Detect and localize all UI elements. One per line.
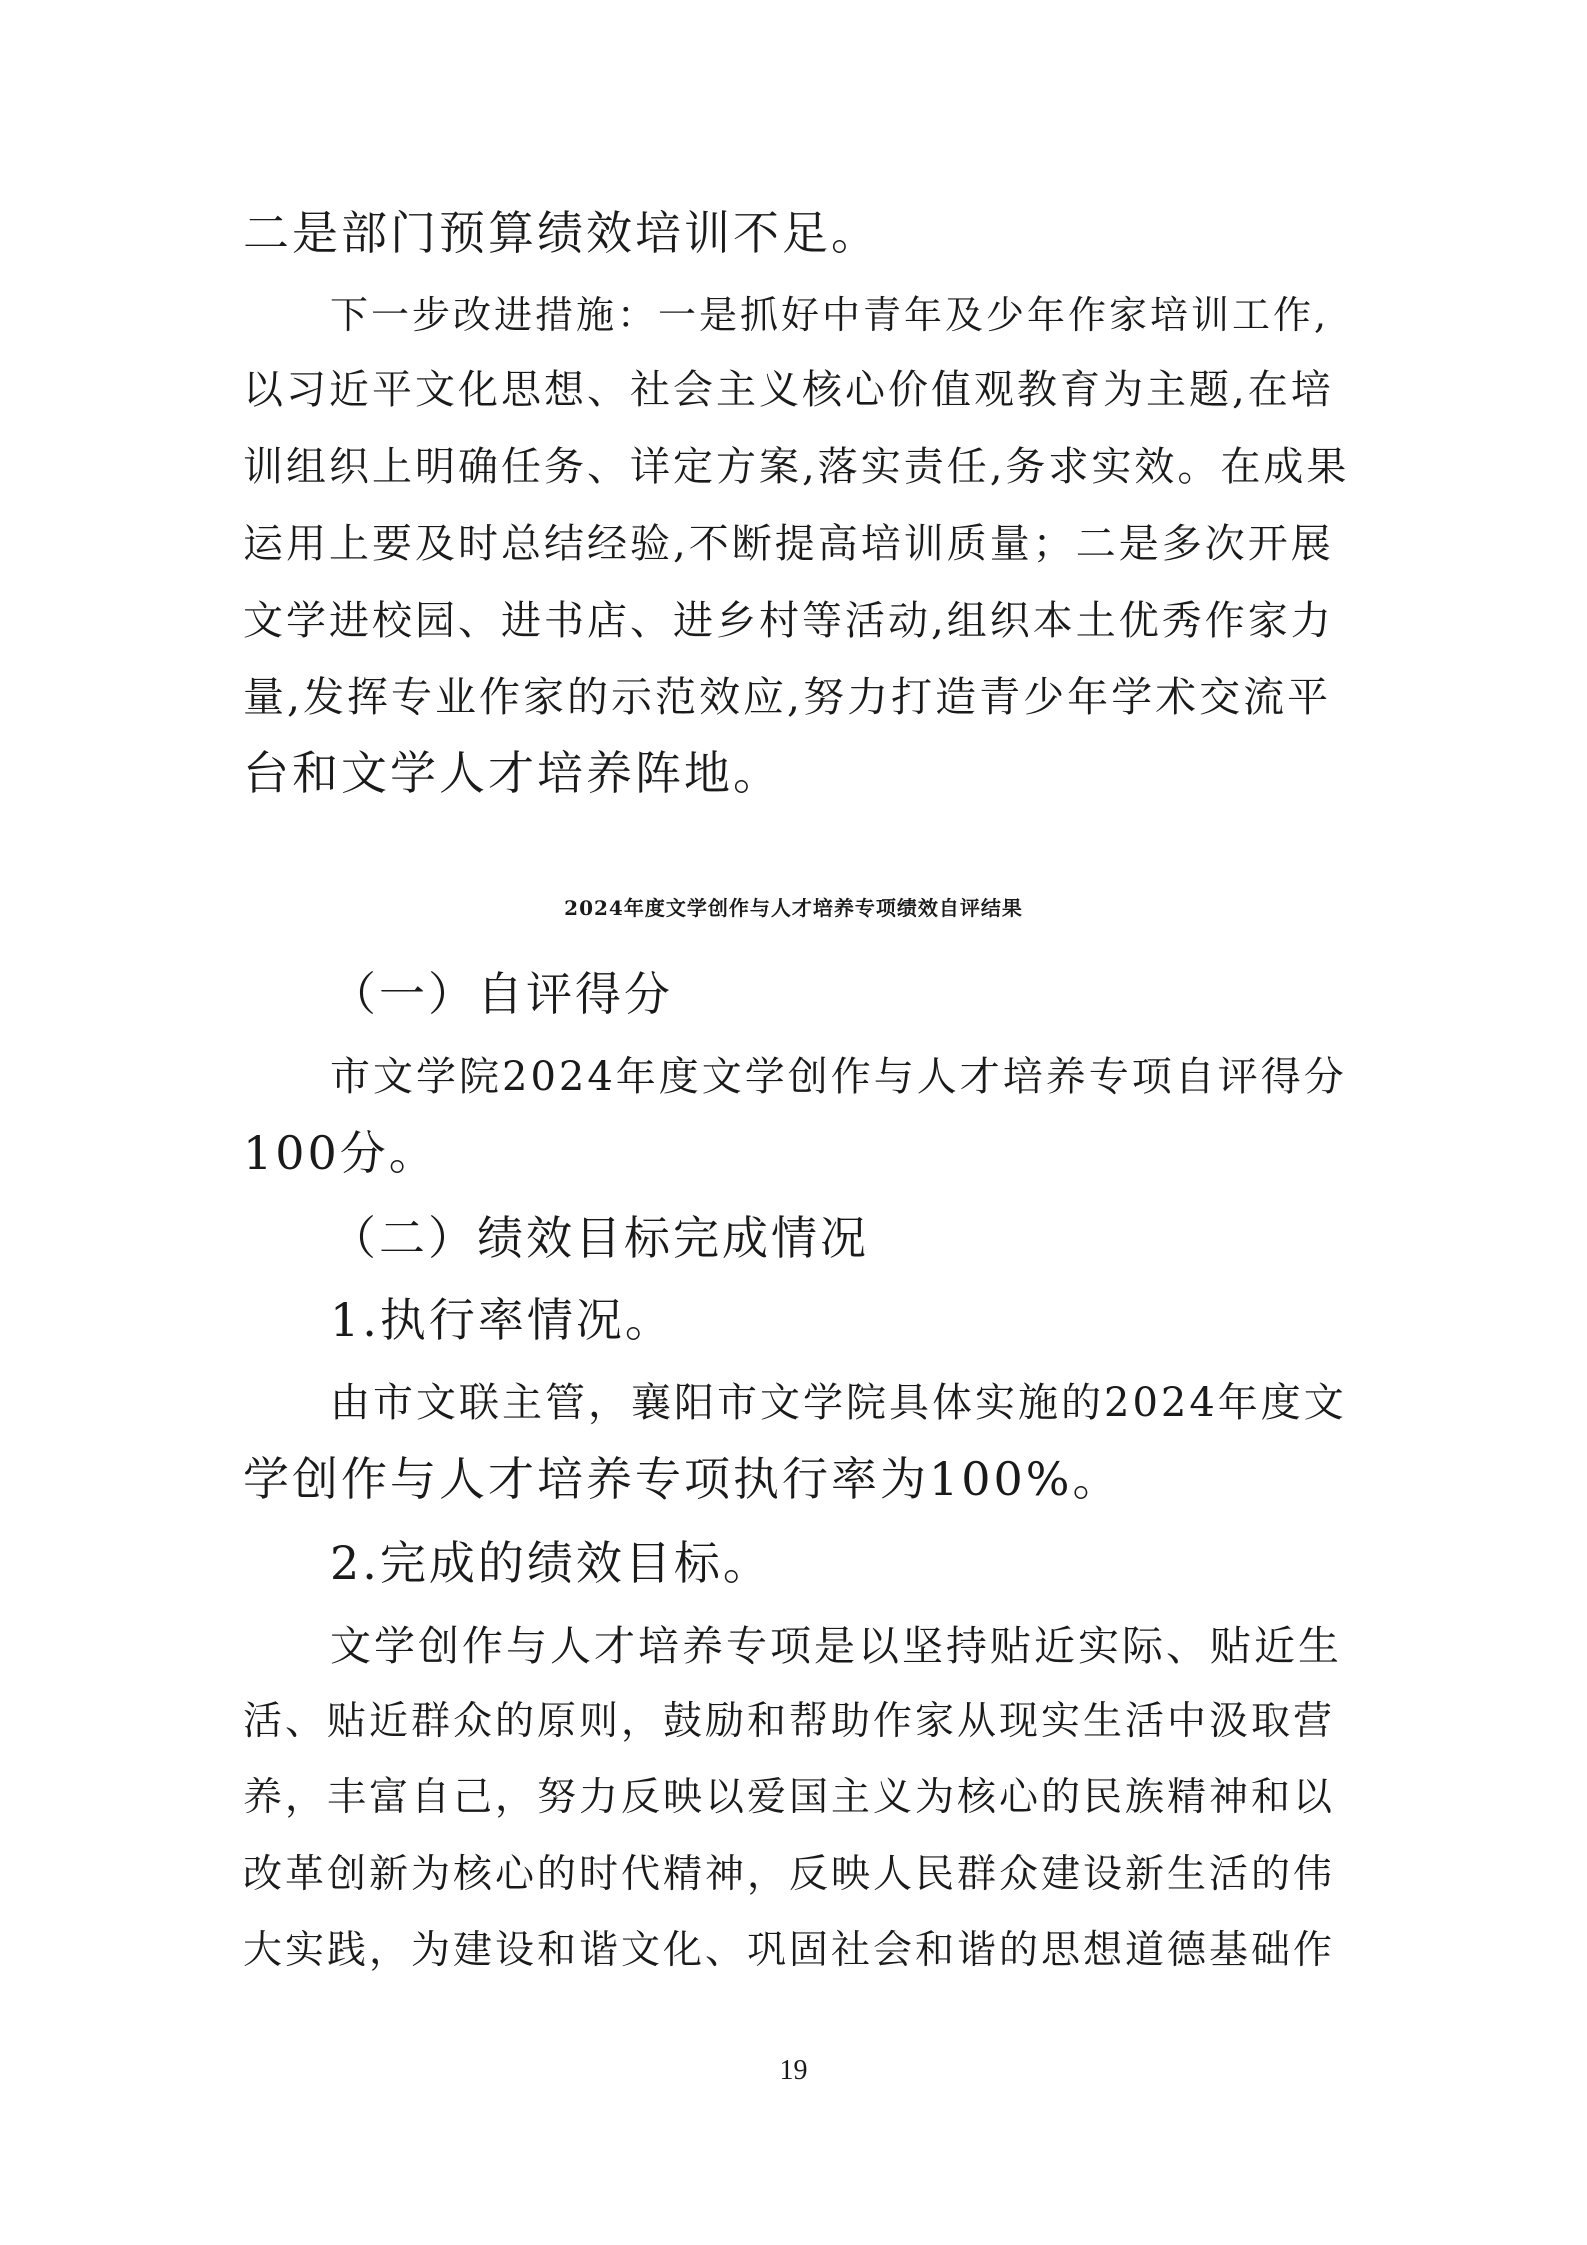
body-text-line: 下一步改进措施：一是抓好中青年及少年作家培训工作, [330, 293, 1330, 337]
body-text-line: 学创作与人才培养专项执行率为100%。 [243, 1452, 1122, 1506]
numbered-item: 2.完成的绩效目标。 [330, 1536, 772, 1590]
subsection-heading: （一）自评得分 [330, 967, 673, 1021]
body-text-line: 活、贴近群众的原则，鼓励和帮助作家从现实生活中汲取营 [243, 1699, 1336, 1744]
body-text-line: 二是部门预算绩效培训不足。 [243, 206, 880, 260]
body-text-line: 文学进校园、进书店、进乡村等活动,组织本土优秀作家力 [243, 598, 1334, 644]
numbered-item: 1.执行率情况。 [330, 1293, 674, 1347]
body-text-line: 养，丰富自己，努力反映以爱国主义为核心的民族精神和以 [243, 1775, 1336, 1820]
body-text-line: 台和文学人才培养阵地。 [243, 746, 782, 800]
body-text-line: 改革创新为核心的时代精神，反映人民群众建设新生活的伟 [243, 1852, 1336, 1897]
page-number: 19 [779, 2055, 808, 2086]
body-text-line: 市文学院2024年度文学创作与人才培养专项自评得分 [330, 1054, 1347, 1100]
body-text-line: 运用上要及时总结经验,不断提高培训质量；二是多次开展 [243, 521, 1334, 567]
body-text-line: 量,发挥专业作家的示范效应,努力打造青少年学术交流平 [243, 673, 1332, 721]
subsection-heading: （二）绩效目标完成情况 [330, 1211, 869, 1265]
body-text-line: 以习近平文化思想、社会主义核心价值观教育为主题,在培 [243, 367, 1334, 413]
body-text-line: 训组织上明确任务、详定方案,落实责任,务求实效。在成果 [243, 444, 1350, 490]
body-text-line: 文学创作与人才培养专项是以坚持贴近实际、贴近生 [330, 1622, 1342, 1670]
body-text-line: 大实践，为建设和谐文化、巩固社会和谐的思想道德基础作 [243, 1928, 1336, 1973]
section-heading: 2024年度文学创作与人才培养专项绩效自评结果 [564, 896, 1023, 920]
body-text-line: 由市文联主管，襄阳市文学院具体实施的2024年度文 [330, 1380, 1347, 1426]
body-text-line: 100分。 [243, 1126, 438, 1180]
